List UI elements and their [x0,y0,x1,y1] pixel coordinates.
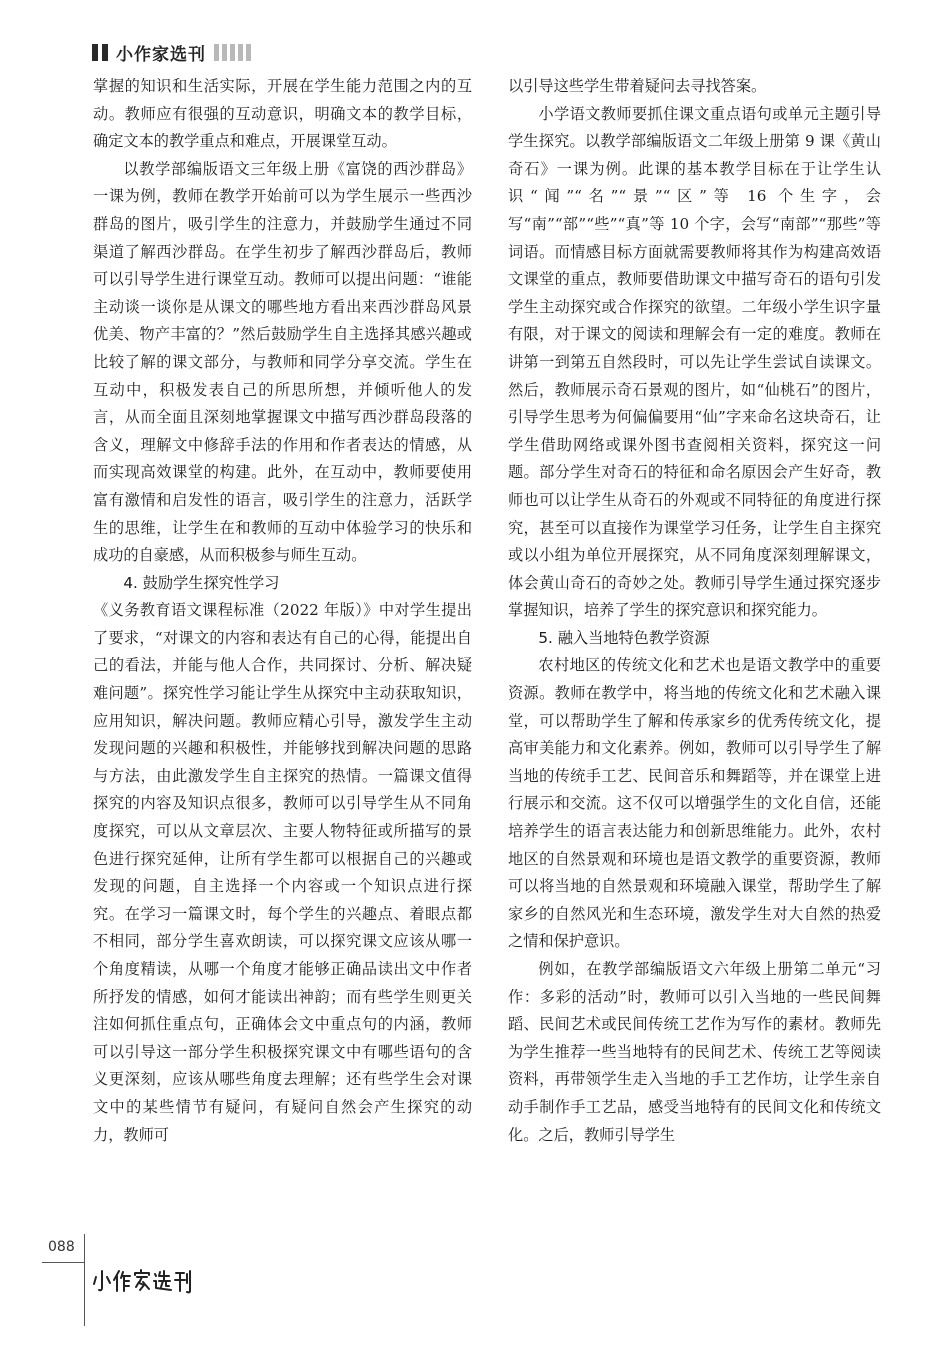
header-bars-left-icon [92,44,108,61]
paragraph: 以教学部编版语文三年级上册《富饶的西沙群岛》一课为例，教师在教学开始前可以为学生展示一些西沙群岛的图片，吸引学生的注意力，并鼓励学生通过不同渠道了解西沙群岛。在学生初步了解西沙群岛后，教师可以引导学生进行课堂互动。教师可以提出问题：“谁能主动谈一谈你是从课文的哪些地方看出来西沙群岛风景优美、物产丰富的？”然后鼓励学生自主选择其感兴趣或比较了解的课文部分，与教师和同学分享交流。学生在互动中，积极发表自己的所思所想，并倾听他人的发言，从而全面且深刻地掌握课文中描写西沙群岛段落的含义，理解文中修辞手法的作用和作者表达的情感，从而实现高效课堂的构建。此外，在互动中，教师要使用富有激情和启发性的语言，吸引学生的注意力，活跃学生的思维，让学生在和教师的互动中体验学习的快乐和成功的自豪感，从而积极参与师生互动。 [93,159,472,565]
header-title: 小作家选刊 [116,44,206,65]
paragraph: 农村地区的传统文化和艺术也是语文教学中的重要资源。教师在教学中，将当地的传统文化和艺术融入课堂，可以帮助学生了解和传承家乡的优秀传统文化，提高审美能力和文化素养。例如，教师可以引导学生了解当地的传统手工艺、民间音乐和舞蹈等，并在课堂上进行展示和交流。这不仅可以增强学生的文化自信，还能培养学生的语言表达能力和创新思维能力。此外，农村地区的自然景观和环境也是语文教学的重要资源，教师可以将当地的自然景观和环境融入课堂，帮助学生了解家乡的自然风光和生态环境，激发学生对大自然的热爱之情和保护意识。 [508,656,881,951]
right-column [508,73,881,1149]
brand-logo [92,1268,192,1294]
page-number: 088 [48,1239,75,1255]
header-bars-right-icon [214,44,251,61]
section-heading: 5. 融入当地特色教学资源 [538,628,710,647]
paragraph: 《义务教育语文课程标准（2022 年版）》中对学生提出了要求，“对课文的内容和表达有自己的心得，能提出自己的看法，并能与他人合作，共同探讨、分析、解决疑难问题”。探究性学习能让学生从探究中主动获取知识，应用知识，解决问题。教师应精心引导，激发学生主动发现问题的兴趣和积极性，并能够找到解决问题的思路与方法，由此激发学生自主探究的热情。一篇课文值得探究的内容及知识点很多，教师可以引导学生从不同角度探究，可以从文章层次、主要人物特征或所描写的景色进行探究延伸，让所有学生都可以根据自己的兴趣或发现的问题，自主选择一个内容或一个知识点进行探究。在学习一篇课文时，每个学生的兴趣点、着眼点都不相同，部分学生喜欢朗读，可以探究课文应该从哪一个角度精读，从哪一个角度才能够正确品读出文中作者所抒发的情感，如何才能读出神韵；而有些学生则更关注如何抓住重点句，正确体会文中重点句的内涵，教师可以引导这一部分学生积极探究课文中有哪些语句的含义更深刻，应该从哪些角度去理解；还有些学生会对课文中的某些情节有疑问，有疑问自然会产生探究的动力，教师可 [93,601,472,1144]
left-column [93,73,472,1149]
footer-rule [42,1262,84,1263]
paragraph: 掌握的知识和生活实际，开展在学生能力范围之内的互动。教师应有很强的互动意识，明确文本的教学目标，确定文本的教学重点和难点，开展课堂互动。 [93,77,472,151]
paragraph: 以引导这些学生带着疑问去寻找答案。 [508,77,767,95]
footer-divider [84,1234,85,1326]
paragraph: 例如，在教学部编版语文六年级上册第二单元“习作：多彩的活动”时，教师可以引入当地的一些民间舞蹈、民间艺术或民间传统工艺作为写作的素材。教师先为学生推荐一些当地特有的民间艺术、传统工艺等阅读资料，再带领学生走入当地的手工艺作坊，让学生亲自动手制作手工艺品，感受当地特有的民间文化和传统文化。之后，教师引导学生 [508,960,881,1144]
running-header [92,40,251,64]
paragraph: 小学语文教师要抓住课文重点语句或单元主题引导学生探究。以教学部编版语文二年级上册第 9 课《黄山奇石》一课为例。此课的基本教学目标在于让学生认识“闻”“名”“景”“区”等 16 个生字，会写“南”“部”“些”“真”等 10 个字，会写“南部”“那些”等词语。而情感目标方面就需要教师将其作为构建高效语文课堂的重点，教师要借助课文中描写奇石的语句引发学生主动探究或合作探究的欲望。二年级小学生识字量有限，对于课文的阅读和理解会有一定的难度。教师在讲第一到第五自然段时，可以先让学生尝试自读课文。然后，教师展示奇石景观的图片，如“仙桃石”的图片，引导学生思考为何偏偏要用“仙”字来命名这块奇石，让学生借助网络或课外图书查阅相关资料，探究这一问题。部分学生对奇石的特征和命名原因会产生好奇，教师也可以让学生从奇石的外观或不同特征的角度进行探究，甚至可以直接作为课堂学习任务，让学生自主探究或以小组为单位开展探究，从不同角度深刻理解课文，体会黄山奇石的奇妙之处。教师引导学生通过探究逐步掌握知识，培养了学生的探究意识和探究能力。 [508,104,881,620]
section-heading: 4. 鼓励学生探究性学习 [123,573,280,592]
